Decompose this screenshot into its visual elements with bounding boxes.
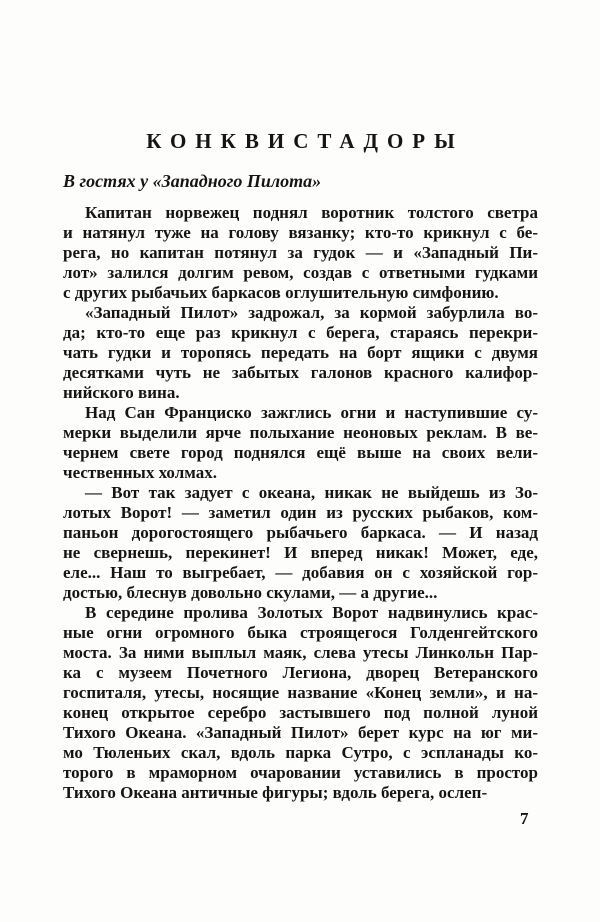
text-line: — Вот так задует с океана, никак не выйдешь из Зо- — [85, 483, 538, 502]
text-line: паньон дорогостоящего рыбачьего баркаса. — И назад — [63, 523, 538, 542]
text-line: Капитан норвежец поднял воротник толстого светра — [85, 203, 538, 222]
text-line: лотых Ворот! — заметил один из русских рыбаков, ком- — [63, 503, 538, 522]
text-line: Тихого Океана. «Западный Пилот» берет курс на юг ми- — [63, 723, 538, 742]
text-line: нийского вина. — [63, 383, 180, 402]
paragraph — [63, 603, 538, 803]
text-line: моста. За ними выплыл маяк, слева утесы Линкольн Пар- — [63, 643, 538, 662]
text-line: и натянул туже на голову вязанку; кто-то крикнул с бе- — [63, 223, 538, 242]
paragraph — [63, 203, 538, 303]
text-line: еле... Наш то выгребает, — добавия он с хозяйской гор- — [63, 563, 538, 582]
text-line: мерки выделили ярче полыхание неоновых реклам. В ве- — [63, 423, 538, 442]
paragraph — [63, 403, 538, 483]
text-line: достью, блеснув довольно скулами, — а другие... — [63, 583, 438, 602]
text-line: В середине пролива Золотых Ворот надвинулись крас- — [85, 603, 538, 622]
text-line: Тихого Океана античные фигуры; вдоль берега, ослеп- — [63, 783, 488, 802]
text-line: Над Сан Франциско зажглись огни и наступившие су- — [85, 403, 538, 422]
text-line: рега, но капитан потянул за гудок — и «Западный Пи- — [63, 243, 538, 262]
text-line: не свернешь, перекинет! И вперед никак! Может, еде, — [63, 543, 538, 562]
text-line: чернем свете город поднялся ещё выше на своих вели- — [63, 443, 538, 462]
paragraph — [63, 483, 538, 603]
text-line: госпиталя, утесы, носящие название «Конец земли», и на- — [63, 683, 538, 702]
section-subtitle: В гостях у «Западного Пилота» — [63, 171, 322, 191]
text-line: конец открытое серебро застывшего под полной луной — [63, 703, 538, 722]
text-line: мо Тюленьих скал, вдоль парка Сутро, с эспланады ко- — [63, 743, 538, 762]
text-line: ка с музеем Почетного Легиона, дворец Ветеранского — [63, 663, 538, 682]
chapter-title: КОНКВИСТАДОРЫ — [146, 129, 464, 153]
text-block — [63, 203, 538, 803]
text-line: десятками чуть не забытых галонов красного калифор- — [63, 363, 538, 382]
paragraph — [63, 303, 538, 403]
text-line: да; кто-то еще раз крикнул с берега, стараясь перекри- — [63, 323, 538, 342]
text-line: ные огни огромного быка строящегося Голденгейтского — [63, 623, 538, 642]
page-number: 7 — [520, 809, 529, 828]
text-line: «Западный Пилот» задрожал, за кормой забурлила во- — [85, 303, 538, 322]
text-line: чественных холмах. — [63, 463, 217, 482]
text-line: лот» залился долгим ревом, создав с ответными гудками — [63, 263, 538, 282]
text-line: чать гудки и торопясь передать на борт ящики с двумя — [63, 343, 538, 362]
text-line: с других рыбачьих баркасов оглушительную симфонию. — [63, 283, 499, 302]
text-line: торого в мраморном очаровании уставились в простор — [63, 763, 538, 782]
